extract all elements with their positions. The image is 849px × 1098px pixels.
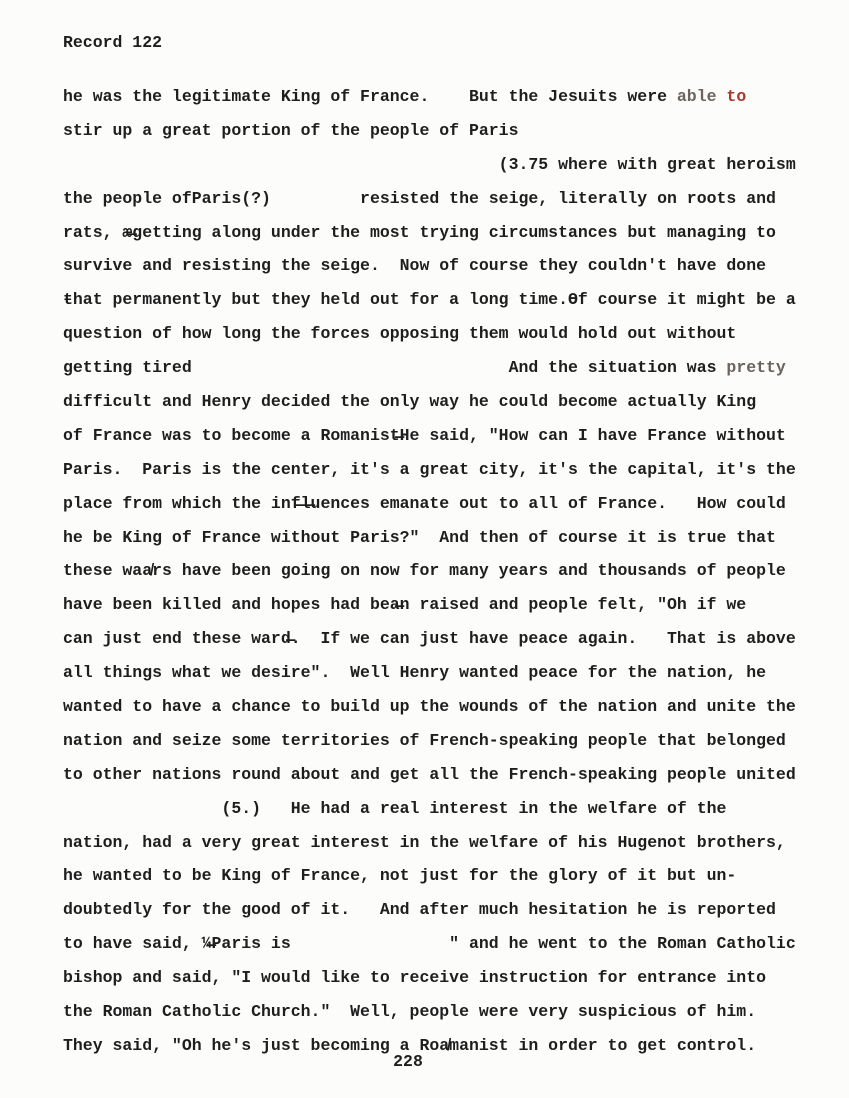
document-line — [63, 588, 823, 622]
text-segment: he be King of France without Paris?" And then of course it is true that — [63, 527, 776, 547]
text-segment: he was the legitimate King of France. But the Jesuits were — [63, 87, 677, 106]
document-line — [63, 724, 823, 758]
document-lines — [63, 80, 823, 1063]
text-segment: nation, had a very great interest in the welfare of his Hugenot brothers, — [63, 832, 786, 852]
document-line — [63, 622, 823, 656]
document-line — [63, 859, 823, 893]
text-segment: (3.75 where with great heroism — [63, 154, 796, 174]
document-line — [63, 148, 823, 182]
document-line — [63, 656, 823, 690]
document-line — [63, 419, 823, 453]
document-line — [63, 826, 823, 860]
text-segment: (5.) He had a real interest in the welfare of the — [63, 798, 727, 818]
text-segment: he wanted to be King of France, not just for the glory of it but un- — [63, 866, 737, 886]
text-segment: have been killed and hopes had bea̶n raised and people felt, "Oh if we — [63, 595, 747, 615]
document-line — [63, 893, 823, 927]
text-segment: Paris. Paris is the center, it's a great city, it's the capital, it's the — [63, 459, 796, 479]
document-line — [63, 283, 823, 317]
text-segment: question of how long the forces opposing them would hold out without — [63, 324, 737, 344]
text-segment: bishop and said, "I would like to receive instruction for entrance into — [63, 968, 767, 988]
text-segment: to — [726, 87, 747, 106]
text-segment: getting tired And the situation was — [63, 358, 727, 378]
document-line — [63, 487, 823, 521]
document-line — [63, 216, 823, 250]
document-line — [63, 758, 823, 792]
text-segment: to have said, ¼̶Paris is " and he went to the Roman Catholic — [63, 934, 796, 954]
document-line — [63, 554, 823, 588]
text-segment: the Roman Catholic Church." Well, people were very suspicious of him. — [63, 1002, 757, 1022]
text-segment: can just end these ward̶. If we can just have peace again. That is above — [63, 629, 796, 649]
document-line — [63, 453, 823, 487]
document-line — [63, 961, 823, 995]
document-line — [63, 385, 823, 419]
document-line — [63, 927, 823, 961]
document-line — [63, 249, 823, 283]
document-line — [63, 521, 823, 555]
text-segment: place from which the inf̶l̶uences emanate out to all of France. How could — [63, 493, 786, 513]
page-number: 228 — [393, 1052, 423, 1071]
document-line — [63, 792, 823, 826]
text-segment: pretty — [726, 358, 786, 378]
text-segment: nation and seize some territories of French-speaking people that belonged — [63, 730, 786, 750]
text-segment: all things what we desire". Well Henry wanted peace for the nation, he — [63, 663, 767, 683]
document-line — [63, 182, 823, 216]
text-segment: these waa̸rs have been going on now for many years and thousands of people — [63, 561, 786, 581]
document-line — [63, 690, 823, 724]
record-header: Record 122 — [63, 33, 163, 52]
text-segment: to other nations round about and get all the French-speaking people united — [63, 764, 796, 784]
text-segment: difficult and Henry decided the only way he could become actually King — [63, 392, 757, 412]
text-segment: rats, æ̶getting along under the most trying circumstances but managing to — [63, 222, 776, 242]
text-segment: wanted to have a chance to build up the wounds of the nation and unite the — [63, 697, 796, 717]
text-segment: of France was to become a Romanist̶He said, "How can I have France without — [63, 425, 786, 445]
document-line — [63, 317, 823, 351]
text-segment: doubtedly for the good of it. And after much hesitation he is reported — [63, 900, 776, 920]
document-line — [63, 351, 823, 385]
document-line — [63, 80, 823, 114]
text-segment: able — [676, 87, 727, 106]
text-segment: stir up a great portion of the people of Paris — [63, 120, 519, 140]
document-line — [63, 114, 823, 148]
text-segment: the people ofParis(?) resisted the seige, literally on roots and — [63, 188, 776, 208]
text-segment: They said, "Oh he's just becoming a Roa̸manist in order to get control. — [63, 1035, 757, 1055]
text-segment: survive and resisting the seige. Now of course they couldn't have done — [63, 256, 767, 276]
document-line — [63, 995, 823, 1029]
text-segment: ŧhat permanently but they held out for a long time.Ɵf course it might be a — [63, 290, 796, 310]
